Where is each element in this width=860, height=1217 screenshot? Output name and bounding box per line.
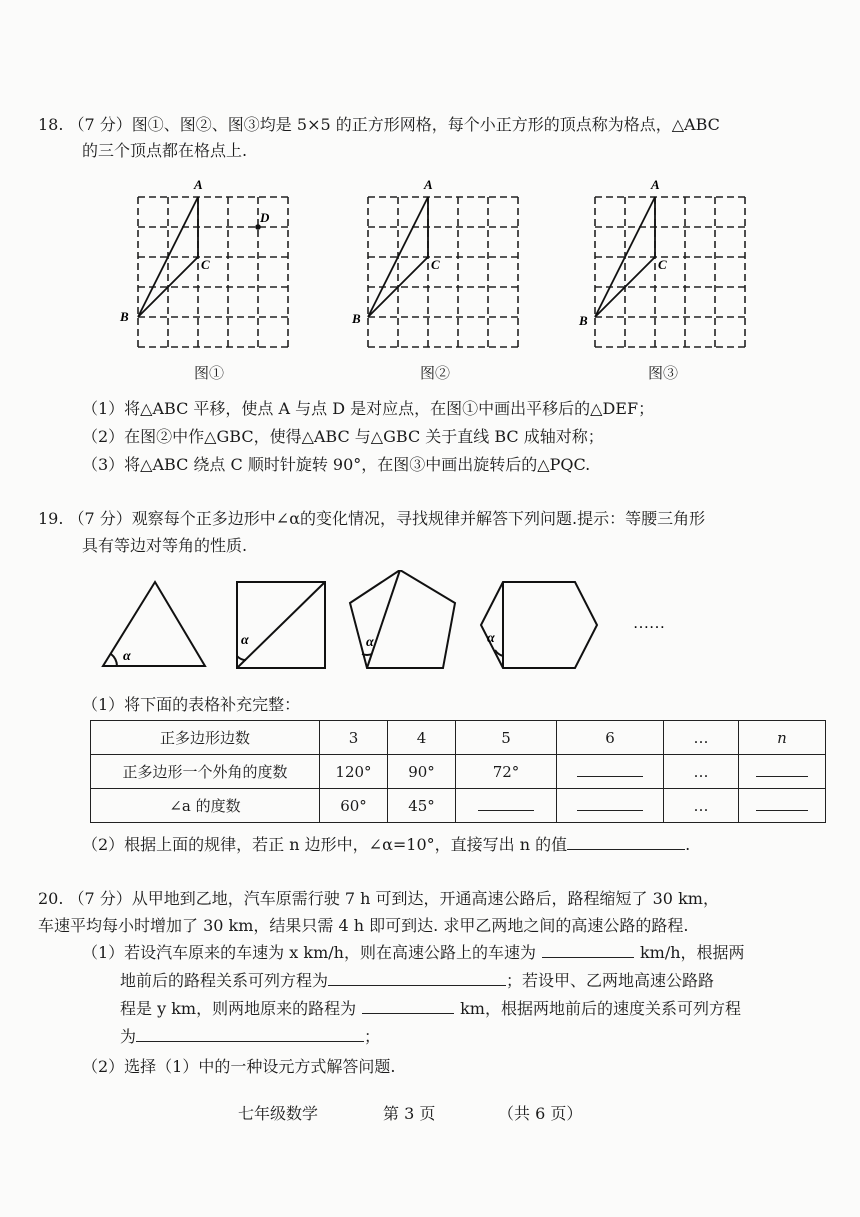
alpha-label-hexagon: α: [487, 631, 495, 646]
q20-line1: 20. （7 分）从甲地到乙地，汽车原需行驶 7 h 可到达，开通高速公路后，路程缩短了 30 km，: [38, 889, 719, 908]
table-cell: 正多边形边数: [91, 721, 320, 755]
q19-part2-text: （2）根据上面的规律，若正 n 边形中，∠α=10°，直接写出 n 的值: [82, 835, 568, 854]
label-b: B: [120, 309, 129, 324]
table-cell-blank[interactable]: [557, 755, 664, 789]
q20-s3a: 程是 y km，则两地原来的路程为: [120, 999, 357, 1018]
alpha-label-triangle: α: [123, 649, 131, 664]
table-cell: 90°: [388, 755, 456, 789]
grid-figure-1: [118, 172, 308, 352]
caption-figure-3: 图③: [648, 364, 679, 382]
table-cell-blank[interactable]: [557, 789, 664, 823]
label-c: C: [658, 257, 667, 272]
table-cell-blank[interactable]: [456, 789, 557, 823]
q20-line2: 车速平均每小时增加了 30 km，结果只需 4 h 即可到达. 求甲乙两地之间的高速公路的路程.: [38, 916, 689, 935]
q20-part1-line3: [120, 996, 741, 1019]
triangle-shape: [103, 582, 205, 666]
caption-figure-1: 图①: [194, 364, 225, 382]
grid-figure-2: [348, 172, 538, 352]
label-b: B: [352, 311, 361, 326]
table-row: [91, 721, 826, 755]
table-row: [91, 755, 826, 789]
answer-blank[interactable]: [478, 796, 534, 811]
answer-blank[interactable]: [756, 762, 808, 777]
table-cell: 120°: [320, 755, 388, 789]
q19-part2-end: .: [685, 835, 691, 854]
q20-s1b: km/h，根据两: [639, 943, 745, 962]
q20-part1-line4: [120, 1024, 380, 1047]
q19-line2: 具有等边对等角的性质.: [82, 536, 248, 555]
label-c: C: [431, 257, 440, 272]
label-a: A: [194, 177, 203, 192]
footer-total: （共 6 页）: [498, 1104, 583, 1123]
caption-figure-2: 图②: [420, 364, 451, 382]
alpha-label-square: α: [241, 633, 249, 648]
label-d: D: [260, 210, 270, 225]
label-a: A: [651, 177, 660, 192]
q20-part2: （2）选择（1）中的一种设元方式解答问题.: [82, 1057, 396, 1076]
answer-blank[interactable]: [577, 796, 643, 811]
table-row: [91, 789, 826, 823]
q20-part1-line2: [120, 968, 714, 991]
point-d: [255, 224, 261, 230]
table-cell: ∠a 的度数: [91, 789, 320, 823]
table-cell-blank[interactable]: [739, 755, 826, 789]
alpha-label-pentagon: α: [366, 635, 374, 650]
pentagon-shape: [350, 570, 455, 668]
label-c: C: [201, 257, 210, 272]
table-cell: 6: [557, 721, 664, 755]
hexagon-shape: [481, 582, 597, 668]
label-a: A: [424, 177, 433, 192]
q20-s2b: ；若设甲、乙两地高速公路路: [506, 971, 715, 990]
q19-part1: （1）将下面的表格补充完整：: [82, 695, 301, 714]
q18-part1: （1）将△ABC 平移，使点 A 与点 D 是对应点，在图①中画出平移后的△DEF；: [82, 399, 655, 418]
q20-s4a: 为: [120, 1027, 137, 1046]
square-shape: [237, 582, 325, 668]
answer-blank[interactable]: [136, 1027, 364, 1042]
q19-line1: 19. （7 分）观察每个正多边形中∠α的变化情况，寻找规律并解答下列问题.提示：等腰三角形: [38, 509, 706, 528]
table-cell: 60°: [320, 789, 388, 823]
q20-part1-line1: [82, 940, 745, 963]
polygon-table: [90, 720, 826, 823]
table-cell: …: [664, 755, 739, 789]
table-cell: 正多边形一个外角的度数: [91, 755, 320, 789]
table-cell: …: [664, 789, 739, 823]
table-cell: 4: [388, 721, 456, 755]
answer-blank[interactable]: [542, 943, 634, 958]
label-b: B: [579, 313, 588, 328]
table-cell: n: [739, 721, 826, 755]
q18-line1: 18. （7 分）图①、图②、图③均是 5×5 的正方形网格，每个小正方形的顶点称为格点，△ABC: [38, 115, 720, 134]
answer-blank[interactable]: [328, 971, 506, 986]
table-cell: 45°: [388, 789, 456, 823]
ellipsis-dots: ……: [633, 615, 665, 632]
q20-s4b: ；: [364, 1027, 381, 1046]
table-cell: 5: [456, 721, 557, 755]
table-cell: …: [664, 721, 739, 755]
q18-line2: 的三个顶点都在格点上.: [82, 141, 248, 160]
footer-page: 第 3 页: [383, 1104, 436, 1123]
q20-s1a: （1）若设汽车原来的车速为 x km/h，则在高速公路上的车速为: [82, 943, 536, 962]
answer-blank[interactable]: [756, 796, 808, 811]
q19-part2: [82, 832, 690, 855]
q20-s3b: km，根据两地前后的速度关系可列方程: [460, 999, 741, 1018]
answer-blank[interactable]: [362, 999, 454, 1014]
q18-part3: （3）将△ABC 绕点 C 顺时针旋转 90°，在图③中画出旋转后的△PQC.: [82, 455, 591, 474]
table-cell: 72°: [456, 755, 557, 789]
footer-subject: 七年级数学: [238, 1104, 319, 1123]
q18-part2: （2）在图②中作△GBC，使得△ABC 与△GBC 关于直线 BC 成轴对称；: [82, 427, 604, 446]
answer-blank[interactable]: [567, 835, 685, 850]
table-cell-blank[interactable]: [739, 789, 826, 823]
answer-blank[interactable]: [577, 762, 643, 777]
table-cell: 3: [320, 721, 388, 755]
grid-figure-3: [575, 172, 765, 352]
polygons-figure: [95, 570, 675, 680]
q20-s2a: 地前后的路程关系可列方程为: [120, 971, 329, 990]
